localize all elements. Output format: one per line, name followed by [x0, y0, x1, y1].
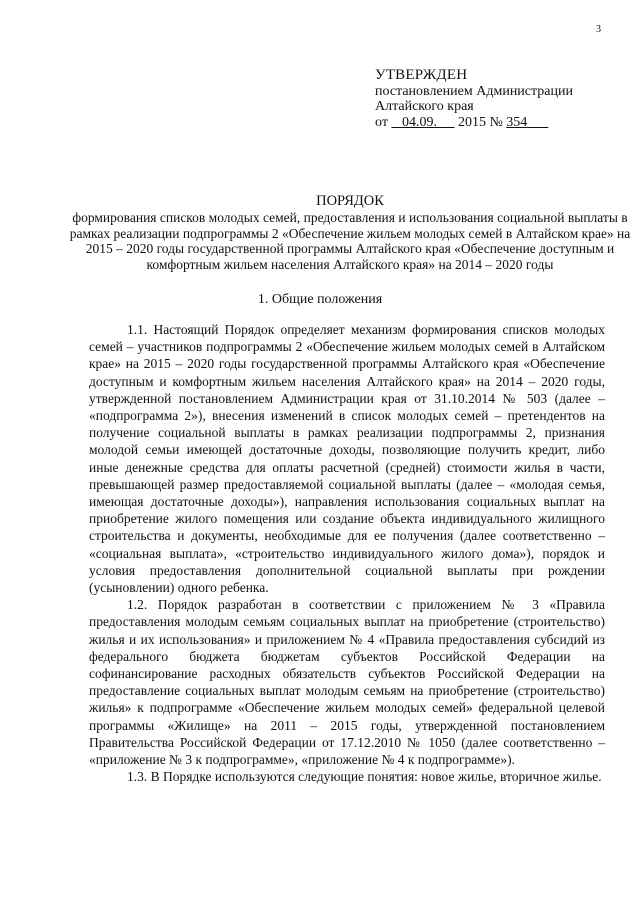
- approval-year: 2015 №: [457, 114, 503, 130]
- approval-stamp: [375, 68, 625, 130]
- approval-from-label: от: [375, 114, 388, 130]
- section-heading: 1. Общие положения: [257, 292, 383, 307]
- approval-line-2: Алтайского края: [375, 99, 474, 114]
- approval-line-1: постановлением Администрации: [375, 83, 573, 99]
- paragraph-1-1: 1.1. Настоящий Порядок определяет механизм формирования списков молодых семей – участников подпрограммы 2 «Обеспечение жильем молодых семей в Алтайском крае» на 2015 – 2020 годы государственной программы Алтайского края «Обеспечение доступным и комфортным жильем населения Алтайского края» на 2014 – 2020 годы, утвержденной постановлением Администрации края от 31.10.2014 № 503 (далее – «подпрограмма 2»), внесения изменений в список молодых семей – претендентов на получение социальной выплаты в рамках реализации подпрограммы 2, признания молодой семьи имеющей достаточные доходы, позволяющие получить кредит, либо иные денежные средства для оплаты расчетной (средней) стоимости жилья в части, превышающей размер предоставляемой социальной выплаты (далее – «молодая семья, имеющая достаточные доходы»), направления использования социальных выплат на приобретение жилого помещения или создание объекта индивидуального жилищного строительства и документы, необходимые для ее получения (далее соответственно – «социальная выплата», «строительство индивидуального жилого дома»), порядок и условия предоставления дополнительной социальной выплаты при рождении (усыновлении) одного ребенка.: [89, 322, 605, 596]
- approval-heading: УТВЕРЖДЕН: [375, 67, 468, 83]
- document-subtitle: формирования списков молодых семей, предоставления и использования социальной выплаты в рамках реализации подпрограммы 2 «Обеспечение жильем молодых семей в Алтайском крае» на 2015 – 2020 годы государственной программы Алтайского края «Обеспечение доступным и комфортным жильем населения Алтайского края» на 2014 – 2020 годы: [69, 210, 631, 272]
- document-title: ПОРЯДОК: [316, 193, 384, 209]
- document-body: [89, 321, 605, 785]
- approval-date: 04.09.: [401, 114, 437, 130]
- paragraph-1-3: 1.3. В Порядке используются следующие понятия: новое жилье, вторичное жилье.: [127, 769, 602, 785]
- approval-number: 354: [506, 114, 528, 130]
- page-number: 3: [596, 24, 601, 35]
- paragraph-1-2: 1.2. Порядок разработан в соответствии с приложением № 3 «Правила предоставления молодым семьям социальных выплат на приобретение (строительство) жилья и их использования» и приложением № 4 «Правила предоставления субсидий из федерального бюджета бюджетам субъектов Российской Федерации на софинансирование расходных обязательств субъектов Российской Федерации на предоставление социальных выплат молодым семьям на приобретение (строительство) жилья» к подпрограмме «Обеспечение жильем молодых семей» федеральной целевой программы «Жилище» на 2011 – 2015 годы, утвержденной постановлением Правительства Российской Федерации от 17.12.2010 № 1050 (далее соответственно – «приложение № 3 к подпрограмме», «приложение № 4 к подпрограмме»).: [89, 597, 605, 768]
- approval-date-line: [375, 115, 625, 131]
- title-block: [60, 193, 640, 272]
